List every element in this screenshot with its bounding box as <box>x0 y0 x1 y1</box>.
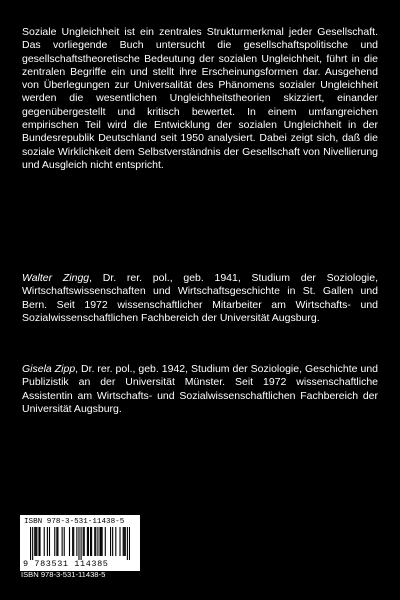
ean-digits: 9 783531 114385 <box>23 559 109 569</box>
barcode-bar <box>123 527 124 556</box>
barcode-bar <box>101 527 102 556</box>
barcode-bar <box>72 527 73 556</box>
barcode-bar <box>35 527 36 556</box>
isbn-barcode <box>20 515 140 571</box>
barcode-bar <box>64 527 65 556</box>
barcode-bar <box>44 527 45 556</box>
barcode-bar <box>62 527 63 556</box>
barcode-bar <box>69 527 70 556</box>
barcode-bar <box>129 527 130 560</box>
barcode-bar <box>97 527 98 556</box>
back-cover-blurb: Soziale Ungleichheit ist ein zentrales Strukturmerkmal jeder Gesellschaft. Das vorliegende Buch untersucht die gesellschaftspolitische und gesellschaftstheoretische Bedeutung der sozialen Ungleichheit, führt in die zentralen Begriffe ein und stellt ihre Erscheinungsformen dar. Ausgehend von Überlegungen zur Universalität des Phänomens sozialer Ungleichheit werden die wesentlichen Ungleichheitstheorien skizziert, einander gegenübergestellt und kritisch bewertet. In einem umfangreichen empirischen Teil wird die Entwicklung der sozialen Ungleichheit in der Bundesrepublik Deutschland seit 1950 analysiert. Dabei zeigt sich, daß die soziale Wirklichkeit dem Selbstverständnis der Gesellschaft von Nivellierung und Ausgleich nicht entspricht. <box>22 26 378 171</box>
barcode-bar <box>88 527 89 556</box>
barcode-bar <box>36 527 37 556</box>
barcode-bar <box>73 527 74 556</box>
author-bio-zingg <box>22 272 378 325</box>
barcode-bar <box>127 527 128 560</box>
author-bio-text: , Dr. rer. pol., geb. 1942, Studium der Soziologie, Geschichte und Publizistik an der Universität Münster. Seit 1972 wissenschaftliche Assistentin am Wirtschafts- und Sozialwissenschaftlichen Fachbereich der Universität Augsburg. <box>22 363 378 415</box>
barcode-bar <box>119 527 120 556</box>
barcode-bar <box>124 527 125 556</box>
barcode-bar <box>102 527 103 556</box>
barcode-bar <box>32 527 33 560</box>
barcode-bar <box>115 527 116 556</box>
barcode-bar <box>78 527 79 560</box>
barcode-bar <box>76 527 77 556</box>
barcode-bar <box>54 527 55 556</box>
barcode-bar <box>90 527 91 556</box>
isbn-bottom-label: ISBN 978-3-531-11438-5 <box>21 570 106 579</box>
author-bio-text: , Dr. rer. pol., geb. 1941, Studium der Soziologie, Wirtschaftswissenschaften und Wirtschaftsgeschichte in St. Gallen und Bern. Seit 1972 wissenschaftlicher Mitarbeiter am Wirtschafts- und Sozialwissenschaftlichen Fachbereich der Universität Augsburg. <box>22 272 378 324</box>
barcode-bar <box>38 527 39 556</box>
barcode-bar <box>81 527 82 560</box>
barcode-bar <box>94 527 95 556</box>
barcode-bar <box>30 527 31 560</box>
isbn-top-label: ISBN 978-3-531-11438-5 <box>24 518 125 526</box>
barcode-bar <box>91 527 92 556</box>
barcode-bar <box>84 527 85 556</box>
barcode-bar <box>49 527 50 556</box>
barcode-bar <box>56 527 57 556</box>
author-name: Gisela Zipp <box>22 363 76 375</box>
barcode-bar <box>87 527 88 556</box>
author-bio-zipp <box>22 363 378 416</box>
barcode-bar <box>95 527 96 556</box>
barcode-bar <box>57 527 58 556</box>
barcode-bar <box>112 527 113 556</box>
barcode-bar <box>34 527 35 556</box>
barcode-bar <box>125 527 126 556</box>
barcode-bars <box>30 527 130 560</box>
barcode-bar <box>110 527 111 556</box>
barcode-bar <box>105 527 106 556</box>
barcode-bar <box>47 527 48 556</box>
author-name: Walter Zingg <box>22 272 90 284</box>
barcode-bar <box>39 527 40 556</box>
barcode-bar <box>83 527 84 556</box>
barcode-bar <box>99 527 100 556</box>
